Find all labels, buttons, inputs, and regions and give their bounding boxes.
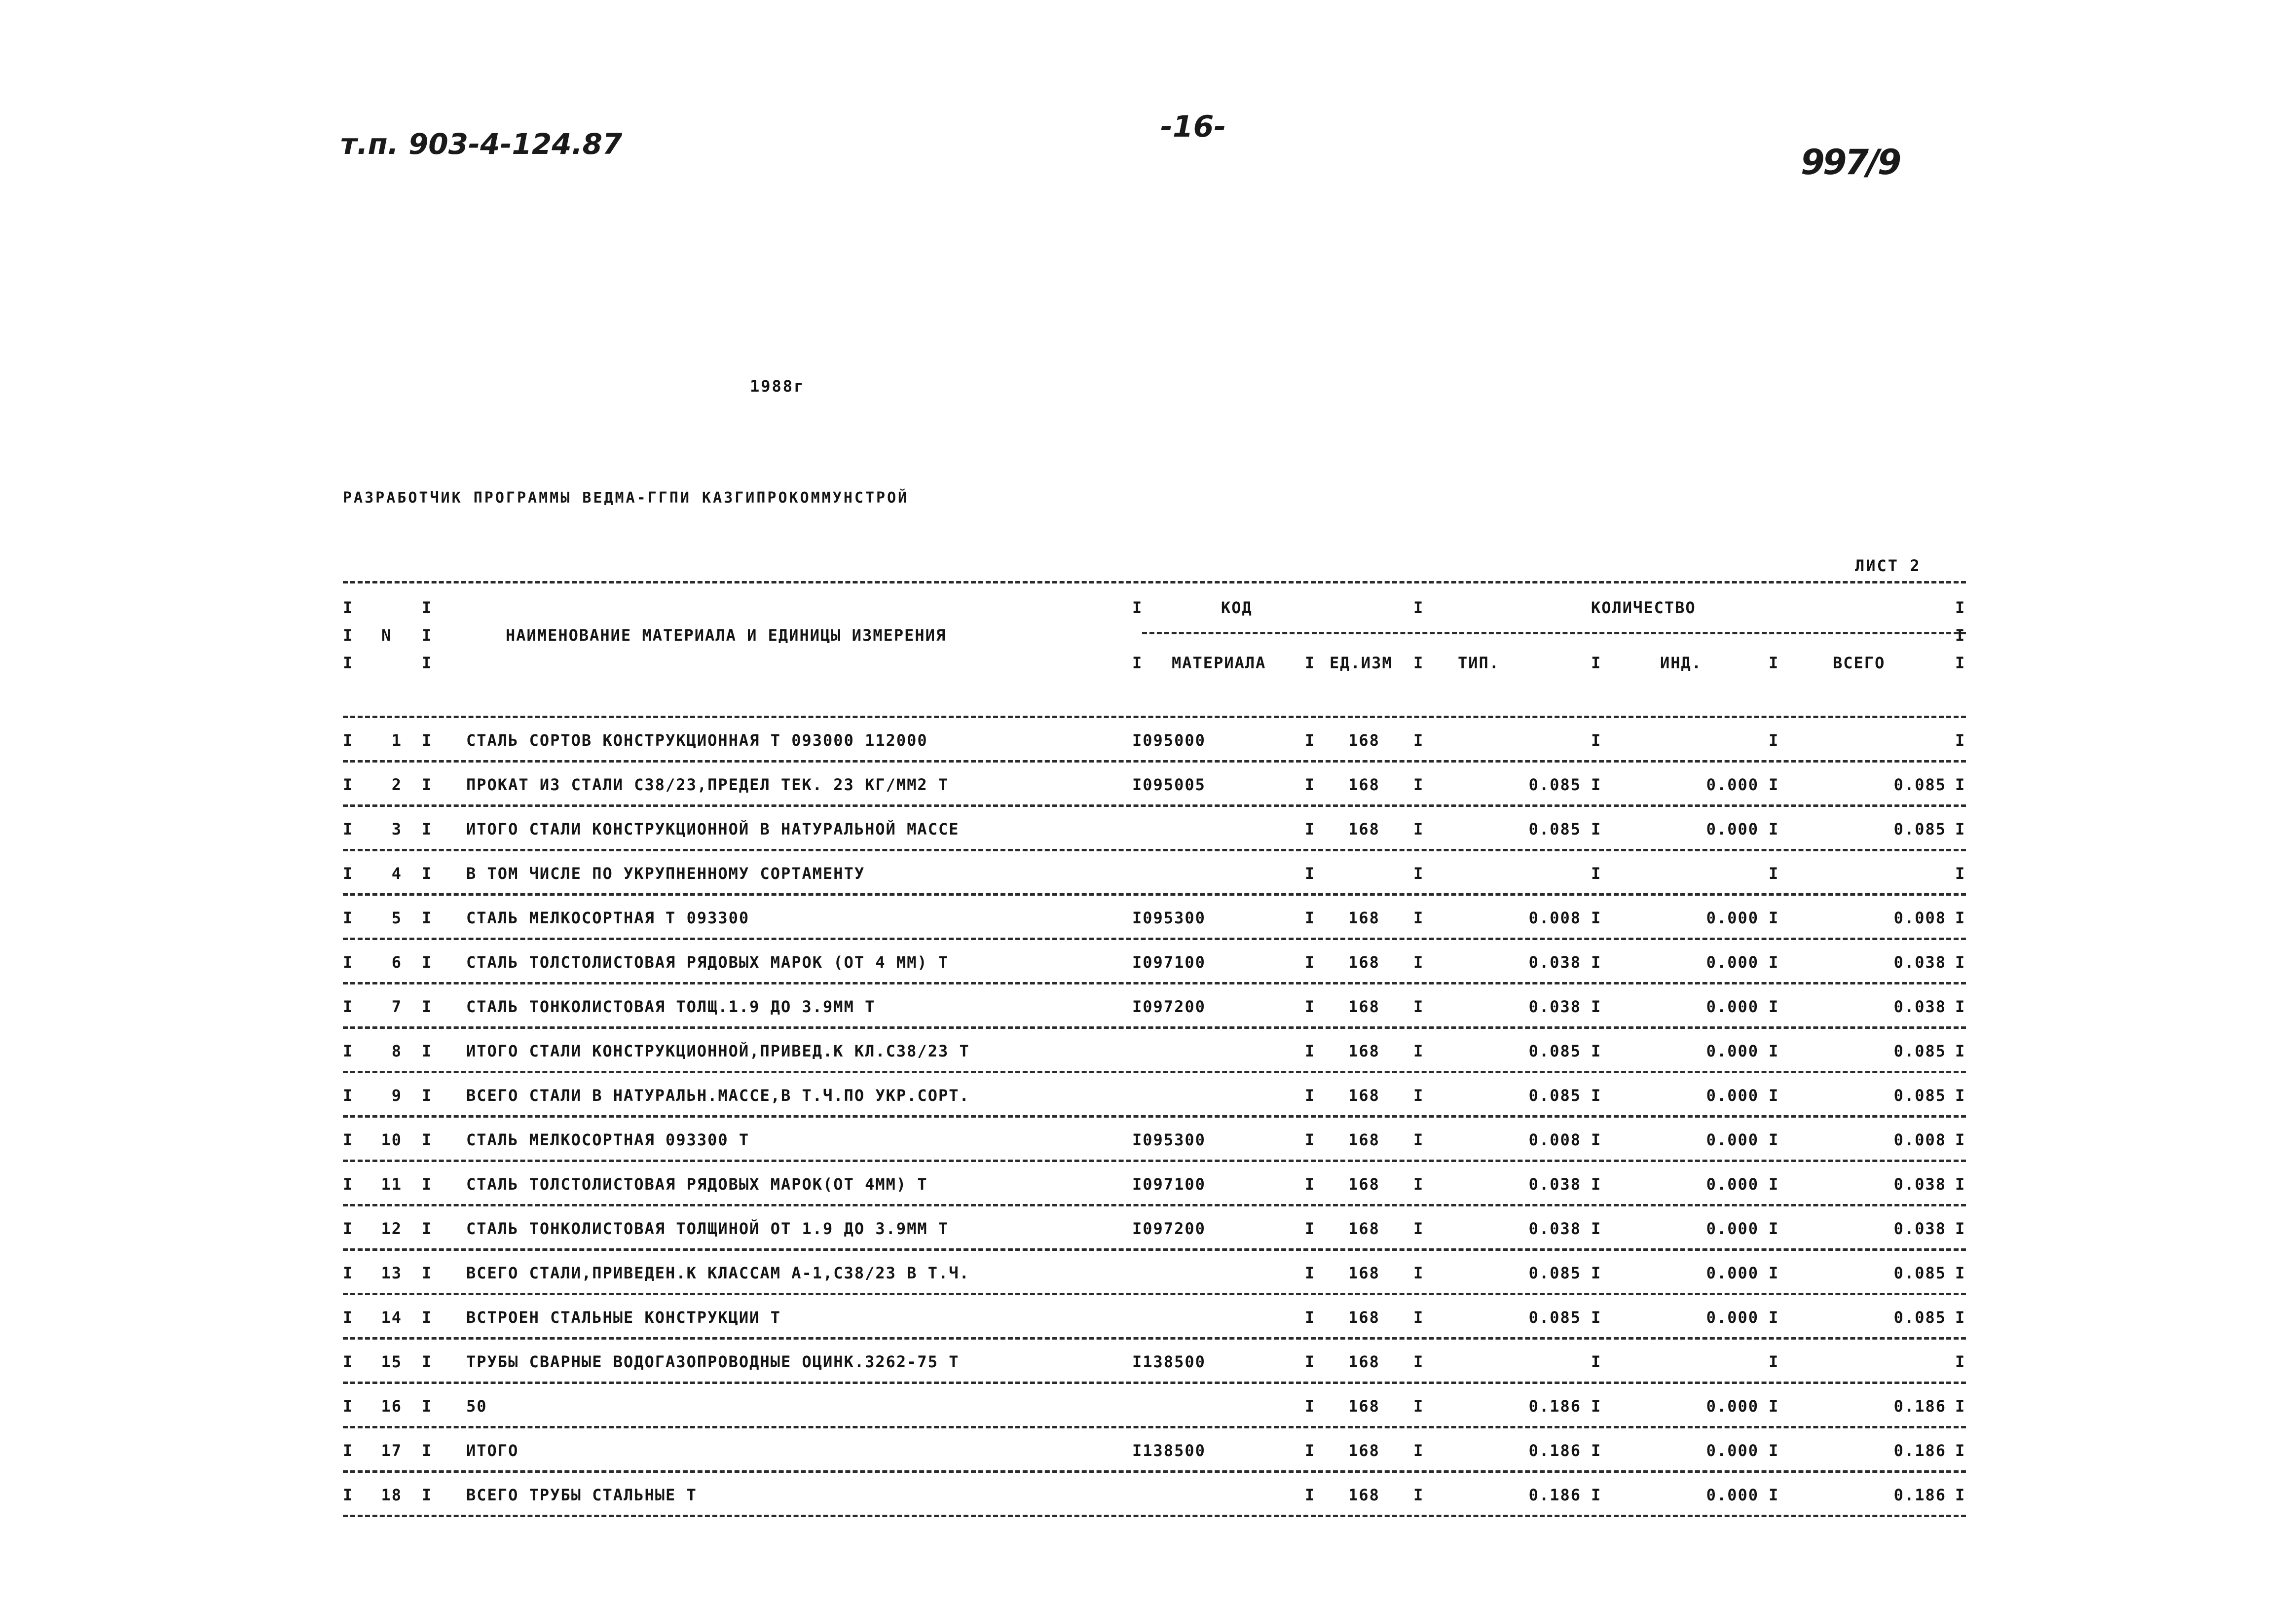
border-glyph: I xyxy=(1955,1086,1965,1105)
border-glyph: I xyxy=(1955,626,1965,645)
border-glyph: I xyxy=(1591,1175,1601,1194)
developer-line: РАЗРАБОТЧИК ПРОГРАММЫ ВЕДМА-ГГПИ КАЗГИПРОКОММУНСТРОЙ xyxy=(343,489,909,507)
cell-name: В ТОМ ЧИСЛЕ ПО УКРУПНЕННОМУ СОРТАМЕНТУ xyxy=(466,864,865,883)
border-glyph: I xyxy=(422,775,432,794)
border-glyph: I xyxy=(1591,1397,1601,1416)
border-glyph: I xyxy=(1769,1397,1778,1416)
border-glyph: I xyxy=(1413,820,1423,838)
border-glyph: I xyxy=(1955,1308,1965,1327)
cell-n: 18 xyxy=(381,1486,402,1504)
cell-unit: 168 xyxy=(1348,1086,1380,1105)
border-glyph: I xyxy=(1305,775,1315,794)
document-code: т.п. 903-4-124.87 xyxy=(340,127,623,161)
cell-ind: 0.000 xyxy=(1706,1308,1759,1327)
cell-n: 17 xyxy=(381,1441,402,1460)
year-label: 1988г xyxy=(750,377,805,396)
table-row xyxy=(343,1473,1966,1515)
border-glyph: I xyxy=(343,1086,353,1105)
border-glyph: I xyxy=(1413,654,1423,672)
sheet-label: ЛИСТ 2 xyxy=(1855,556,1921,575)
border-glyph: I xyxy=(1591,820,1601,838)
cell-name: 50 xyxy=(466,1397,487,1416)
border-glyph: I xyxy=(343,654,353,672)
cell-unit: 168 xyxy=(1348,953,1380,972)
border-glyph: I xyxy=(1305,1352,1315,1371)
border-glyph: I xyxy=(1591,997,1601,1016)
border-glyph: I xyxy=(1769,953,1778,972)
cell-material: I097200 xyxy=(1132,1219,1206,1238)
border-glyph: I xyxy=(1305,820,1315,838)
cell-material: I095300 xyxy=(1132,909,1206,927)
cell-name: ИТОГО xyxy=(466,1441,519,1460)
border-glyph: I xyxy=(422,654,432,672)
border-glyph: I xyxy=(422,1130,432,1149)
border-glyph: I xyxy=(1413,1175,1423,1194)
border-glyph: I xyxy=(1413,1352,1423,1371)
border-glyph: I xyxy=(1305,1264,1315,1282)
cell-material: I095000 xyxy=(1132,731,1206,750)
header-code-material: МАТЕРИАЛА xyxy=(1172,654,1266,672)
border-glyph: I xyxy=(343,1441,353,1460)
cell-n: 4 xyxy=(391,864,402,883)
border-glyph: I xyxy=(422,598,432,617)
border-glyph: I xyxy=(1769,1130,1778,1149)
border-glyph: I xyxy=(1769,775,1778,794)
border-glyph: I xyxy=(1769,1441,1778,1460)
cell-ind: 0.000 xyxy=(1706,1175,1759,1194)
border-glyph: I xyxy=(422,626,432,645)
cell-n: 1 xyxy=(391,731,402,750)
border-glyph: I xyxy=(1305,731,1315,750)
cell-name: ИТОГО СТАЛИ КОНСТРУКЦИОННОЙ В НАТУРАЛЬНОЙ МАССЕ xyxy=(466,820,960,838)
header-name: НАИМЕНОВАНИЕ МАТЕРИАЛА И ЕДИНИЦЫ ИЗМЕРЕНИЯ xyxy=(506,626,947,645)
table-row xyxy=(343,1384,1966,1426)
border-glyph: I xyxy=(1413,909,1423,927)
border-glyph: I xyxy=(343,1397,353,1416)
cell-name: СТАЛЬ СОРТОВ КОНСТРУКЦИОННАЯ Т 093000 112000 xyxy=(466,731,928,750)
border-glyph: I xyxy=(1955,1130,1965,1149)
border-glyph: I xyxy=(422,909,432,927)
border-glyph: I xyxy=(1955,598,1965,617)
border-glyph: I xyxy=(343,820,353,838)
table-row xyxy=(343,1340,1966,1382)
border-glyph: I xyxy=(422,1175,432,1194)
border-glyph: I xyxy=(1769,864,1778,883)
header-qty-ind: ИНД. xyxy=(1660,654,1703,672)
cell-typ: 0.085 xyxy=(1528,1086,1581,1105)
border-glyph: I xyxy=(1413,775,1423,794)
border-glyph: I xyxy=(343,997,353,1016)
cell-name: СТАЛЬ ТОЛСТОЛИСТОВАЯ РЯДОВЫХ МАРОК (ОТ 4 ММ) Т xyxy=(466,953,949,972)
cell-typ: 0.085 xyxy=(1528,775,1581,794)
cell-n: 15 xyxy=(381,1352,402,1371)
cell-unit: 168 xyxy=(1348,997,1380,1016)
border-glyph: I xyxy=(1769,1086,1778,1105)
border-glyph: I xyxy=(1591,1308,1601,1327)
cell-n: 11 xyxy=(381,1175,402,1194)
cell-ind: 0.000 xyxy=(1706,1042,1759,1060)
border-glyph: I xyxy=(1305,997,1315,1016)
table-row xyxy=(343,763,1966,804)
border-glyph: I xyxy=(343,626,353,645)
border-glyph: I xyxy=(343,1175,353,1194)
cell-ind: 0.000 xyxy=(1706,1397,1759,1416)
border-glyph: I xyxy=(1769,820,1778,838)
border-glyph: I xyxy=(1769,997,1778,1016)
border-glyph: I xyxy=(1413,1486,1423,1504)
cell-ind: 0.000 xyxy=(1706,1219,1759,1238)
cell-typ: 0.038 xyxy=(1528,953,1581,972)
border-glyph: I xyxy=(1305,1397,1315,1416)
border-glyph: I xyxy=(1413,1264,1423,1282)
border-glyph: I xyxy=(1305,909,1315,927)
border-glyph: I xyxy=(422,997,432,1016)
border-glyph: I xyxy=(422,1352,432,1371)
border-glyph: I xyxy=(1955,1219,1965,1238)
border-glyph: I xyxy=(1769,1175,1778,1194)
border-glyph: I xyxy=(1591,953,1601,972)
border-glyph: I xyxy=(343,953,353,972)
border-glyph: I xyxy=(1591,864,1601,883)
cell-unit: 168 xyxy=(1348,820,1380,838)
table-row xyxy=(343,984,1966,1026)
border-glyph: I xyxy=(1769,1486,1778,1504)
border-glyph: I xyxy=(422,1086,432,1105)
cell-unit: 168 xyxy=(1348,775,1380,794)
cell-name: СТАЛЬ ТОНКОЛИСТОВАЯ ТОЛЩИНОЙ ОТ 1.9 ДО 3.9ММ Т xyxy=(466,1219,949,1238)
border-glyph: I xyxy=(343,1219,353,1238)
cell-n: 13 xyxy=(381,1264,402,1282)
sheet-stamp: 997/9 xyxy=(1801,142,1900,182)
table-row xyxy=(343,1162,1966,1204)
cell-total: 0.085 xyxy=(1893,775,1946,794)
cell-name: ВСЕГО СТАЛИ В НАТУРАЛЬН.МАССЕ,В Т.Ч.ПО УКР.СОРТ. xyxy=(466,1086,970,1105)
cell-name: ВСЕГО ТРУБЫ СТАЛЬНЫЕ Т xyxy=(466,1486,697,1504)
cell-ind: 0.000 xyxy=(1706,1264,1759,1282)
border-glyph: I xyxy=(1413,1130,1423,1149)
border-glyph: I xyxy=(1769,1308,1778,1327)
cell-unit: 168 xyxy=(1348,731,1380,750)
border-glyph: I xyxy=(343,1264,353,1282)
cell-typ: 0.008 xyxy=(1528,1130,1581,1149)
cell-typ: 0.038 xyxy=(1528,1175,1581,1194)
cell-unit: 168 xyxy=(1348,909,1380,927)
cell-name: ИТОГО СТАЛИ КОНСТРУКЦИОННОЙ,ПРИВЕД.К КЛ.С38/23 Т xyxy=(466,1042,970,1060)
cell-name: ВСТРОЕН СТАЛЬНЫЕ КОНСТРУКЦИИ Т xyxy=(466,1308,781,1327)
border-glyph: I xyxy=(1413,1308,1423,1327)
border-glyph: I xyxy=(1591,1086,1601,1105)
cell-unit: 168 xyxy=(1348,1042,1380,1060)
header-qty-total: ВСЕГО xyxy=(1833,654,1886,672)
cell-ind: 0.000 xyxy=(1706,775,1759,794)
cell-n: 7 xyxy=(391,997,402,1016)
cell-total: 0.085 xyxy=(1893,1264,1946,1282)
border-glyph: I xyxy=(422,1264,432,1282)
border-glyph: I xyxy=(1413,1397,1423,1416)
cell-material: I095300 xyxy=(1132,1130,1206,1149)
border-glyph: I xyxy=(1305,1086,1315,1105)
border-glyph: I xyxy=(343,1486,353,1504)
row-rule xyxy=(343,1515,1966,1517)
border-glyph: I xyxy=(1591,1441,1601,1460)
cell-unit: 168 xyxy=(1348,1175,1380,1194)
table-row xyxy=(343,807,1966,849)
border-glyph: I xyxy=(343,864,353,883)
cell-total: 0.038 xyxy=(1893,1219,1946,1238)
border-glyph: I xyxy=(422,731,432,750)
cell-material: I097100 xyxy=(1132,953,1206,972)
cell-total: 0.038 xyxy=(1893,1175,1946,1194)
border-glyph: I xyxy=(422,953,432,972)
border-glyph: I xyxy=(1769,1042,1778,1060)
cell-ind: 0.000 xyxy=(1706,1441,1759,1460)
cell-n: 14 xyxy=(381,1308,402,1327)
border-glyph: I xyxy=(343,1352,353,1371)
border-glyph: I xyxy=(1305,1308,1315,1327)
cell-ind: 0.000 xyxy=(1706,1130,1759,1149)
cell-ind: 0.000 xyxy=(1706,953,1759,972)
header-code-unit: ЕД.ИЗМ xyxy=(1330,654,1393,672)
table-body xyxy=(343,718,1966,1517)
cell-unit: 168 xyxy=(1348,1397,1380,1416)
cell-n: 10 xyxy=(381,1130,402,1149)
border-glyph: I xyxy=(1305,864,1315,883)
cell-total: 0.038 xyxy=(1893,953,1946,972)
cell-unit: 168 xyxy=(1348,1486,1380,1504)
cell-ind: 0.000 xyxy=(1706,997,1759,1016)
border-glyph: I xyxy=(1413,953,1423,972)
materials-table xyxy=(343,581,1966,1517)
cell-typ: 0.186 xyxy=(1528,1397,1581,1416)
border-glyph: I xyxy=(343,1130,353,1149)
border-glyph: I xyxy=(1955,864,1965,883)
border-glyph: I xyxy=(1413,1219,1423,1238)
border-glyph: I xyxy=(1413,731,1423,750)
table-row xyxy=(343,1118,1966,1160)
cell-n: 8 xyxy=(391,1042,402,1060)
border-glyph: I xyxy=(1413,997,1423,1016)
cell-material: I095005 xyxy=(1132,775,1206,794)
cell-name: ВСЕГО СТАЛИ,ПРИВЕДЕН.К КЛАССАМ А-1,С38/23 В Т.Ч. xyxy=(466,1264,970,1282)
border-glyph: I xyxy=(1591,654,1601,672)
border-glyph: I xyxy=(1305,1042,1315,1060)
border-glyph: I xyxy=(1955,1264,1965,1282)
header-quantity: КОЛИЧЕСТВО xyxy=(1591,598,1696,617)
table-row xyxy=(343,1206,1966,1248)
border-glyph: I xyxy=(1305,1219,1315,1238)
border-glyph: I xyxy=(422,1397,432,1416)
border-glyph: I xyxy=(1955,1352,1965,1371)
table-row xyxy=(343,1295,1966,1337)
border-glyph: I xyxy=(1305,1441,1315,1460)
border-glyph: I xyxy=(1413,864,1423,883)
cell-name: СТАЛЬ ТОНКОЛИСТОВАЯ ТОЛЩ.1.9 ДО 3.9ММ Т xyxy=(466,997,876,1016)
border-glyph: I xyxy=(1591,1042,1601,1060)
cell-unit: 168 xyxy=(1348,1130,1380,1149)
border-glyph: I xyxy=(1591,909,1601,927)
border-glyph: I xyxy=(1305,1486,1315,1504)
border-glyph: I xyxy=(1769,1352,1778,1371)
border-glyph: I xyxy=(1769,654,1778,672)
cell-total: 0.186 xyxy=(1893,1441,1946,1460)
cell-total: 0.186 xyxy=(1893,1397,1946,1416)
cell-material: I138500 xyxy=(1132,1352,1206,1371)
page-number: -16- xyxy=(1160,109,1226,144)
border-glyph: I xyxy=(1591,1219,1601,1238)
cell-total: 0.008 xyxy=(1893,909,1946,927)
cell-n: 6 xyxy=(391,953,402,972)
header-n: N xyxy=(381,626,392,645)
cell-typ: 0.008 xyxy=(1528,909,1581,927)
cell-unit: 168 xyxy=(1348,1219,1380,1238)
border-glyph: I xyxy=(1591,1486,1601,1504)
border-glyph: I xyxy=(1591,731,1601,750)
table-row xyxy=(343,718,1966,760)
table-row xyxy=(343,940,1966,982)
border-glyph: I xyxy=(1955,820,1965,838)
border-glyph: I xyxy=(1955,1175,1965,1194)
table-row xyxy=(343,851,1966,893)
border-glyph: I xyxy=(1132,654,1142,672)
border-glyph: I xyxy=(422,1219,432,1238)
border-glyph: I xyxy=(422,1441,432,1460)
cell-total: 0.085 xyxy=(1893,1308,1946,1327)
border-glyph: I xyxy=(422,820,432,838)
border-glyph: I xyxy=(1955,654,1965,672)
border-glyph: I xyxy=(1955,997,1965,1016)
cell-typ: 0.186 xyxy=(1528,1441,1581,1460)
cell-n: 9 xyxy=(391,1086,402,1105)
border-glyph: I xyxy=(1591,1352,1601,1371)
header-code: КОД xyxy=(1221,598,1253,617)
border-glyph: I xyxy=(1305,654,1315,672)
border-glyph: I xyxy=(1769,731,1778,750)
cell-name: ПРОКАТ ИЗ СТАЛИ С38/23,ПРЕДЕЛ ТЕК. 23 КГ/ММ2 Т xyxy=(466,775,949,794)
border-glyph: I xyxy=(343,598,353,617)
table-row xyxy=(343,1029,1966,1071)
cell-name: СТАЛЬ МЕЛКОСОРТНАЯ Т 093300 xyxy=(466,909,750,927)
border-glyph: I xyxy=(422,864,432,883)
cell-unit: 168 xyxy=(1348,1441,1380,1460)
cell-total: 0.186 xyxy=(1893,1486,1946,1504)
border-glyph: I xyxy=(1305,1130,1315,1149)
border-glyph: I xyxy=(1955,775,1965,794)
border-glyph: I xyxy=(343,775,353,794)
table-row xyxy=(343,1073,1966,1115)
border-glyph: I xyxy=(1955,1441,1965,1460)
cell-total: 0.008 xyxy=(1893,1130,1946,1149)
border-glyph: I xyxy=(1955,1042,1965,1060)
cell-ind: 0.000 xyxy=(1706,1086,1759,1105)
border-glyph: I xyxy=(1413,1042,1423,1060)
cell-total: 0.085 xyxy=(1893,1042,1946,1060)
cell-unit: 168 xyxy=(1348,1264,1380,1282)
table-row xyxy=(343,1428,1966,1470)
border-glyph: I xyxy=(343,1042,353,1060)
border-glyph: I xyxy=(1769,1219,1778,1238)
border-glyph: I xyxy=(1413,1441,1423,1460)
cell-n: 2 xyxy=(391,775,402,794)
header-qty-typ: ТИП. xyxy=(1458,654,1500,672)
border-glyph: I xyxy=(1413,1086,1423,1105)
table-header xyxy=(343,583,1966,716)
border-glyph: I xyxy=(1591,1130,1601,1149)
border-glyph: I xyxy=(1305,1175,1315,1194)
border-glyph: I xyxy=(343,909,353,927)
border-glyph: I xyxy=(343,731,353,750)
border-glyph: I xyxy=(343,1308,353,1327)
border-glyph: I xyxy=(1769,1264,1778,1282)
cell-typ: 0.085 xyxy=(1528,1264,1581,1282)
cell-ind: 0.000 xyxy=(1706,820,1759,838)
table-row xyxy=(343,1251,1966,1293)
cell-typ: 0.186 xyxy=(1528,1486,1581,1504)
cell-unit: 168 xyxy=(1348,1308,1380,1327)
border-glyph: I xyxy=(422,1042,432,1060)
border-glyph: I xyxy=(1955,953,1965,972)
header-sub-rule xyxy=(1142,632,1966,634)
border-glyph: I xyxy=(1955,1397,1965,1416)
cell-n: 3 xyxy=(391,820,402,838)
border-glyph: I xyxy=(422,1308,432,1327)
border-glyph: I xyxy=(1132,598,1142,617)
cell-name: ТРУБЫ СВАРНЫЕ ВОДОГАЗОПРОВОДНЫЕ ОЦИНК.3262-75 Т xyxy=(466,1352,960,1371)
border-glyph: I xyxy=(1591,1264,1601,1282)
border-glyph: I xyxy=(1305,953,1315,972)
cell-name: СТАЛЬ ТОЛСТОЛИСТОВАЯ РЯДОВЫХ МАРОК(ОТ 4ММ) Т xyxy=(466,1175,928,1194)
border-glyph: I xyxy=(1955,1486,1965,1504)
cell-ind: 0.000 xyxy=(1706,909,1759,927)
cell-n: 12 xyxy=(381,1219,402,1238)
border-glyph: I xyxy=(1769,909,1778,927)
cell-total: 0.038 xyxy=(1893,997,1946,1016)
cell-total: 0.085 xyxy=(1893,820,1946,838)
cell-typ: 0.038 xyxy=(1528,997,1581,1016)
cell-unit: 168 xyxy=(1348,1352,1380,1371)
cell-material: I138500 xyxy=(1132,1441,1206,1460)
cell-n: 16 xyxy=(381,1397,402,1416)
cell-typ: 0.085 xyxy=(1528,820,1581,838)
cell-name: СТАЛЬ МЕЛКОСОРТНАЯ 093300 Т xyxy=(466,1130,750,1149)
table-row xyxy=(343,896,1966,938)
border-glyph: I xyxy=(1413,598,1423,617)
cell-material: I097200 xyxy=(1132,997,1206,1016)
border-glyph: I xyxy=(1591,775,1601,794)
border-glyph: I xyxy=(1955,731,1965,750)
cell-typ: 0.085 xyxy=(1528,1042,1581,1060)
border-glyph: I xyxy=(1955,909,1965,927)
border-glyph: I xyxy=(422,1486,432,1504)
cell-typ: 0.085 xyxy=(1528,1308,1581,1327)
cell-ind: 0.000 xyxy=(1706,1486,1759,1504)
cell-material: I097100 xyxy=(1132,1175,1206,1194)
cell-typ: 0.038 xyxy=(1528,1219,1581,1238)
cell-n: 5 xyxy=(391,909,402,927)
cell-total: 0.085 xyxy=(1893,1086,1946,1105)
